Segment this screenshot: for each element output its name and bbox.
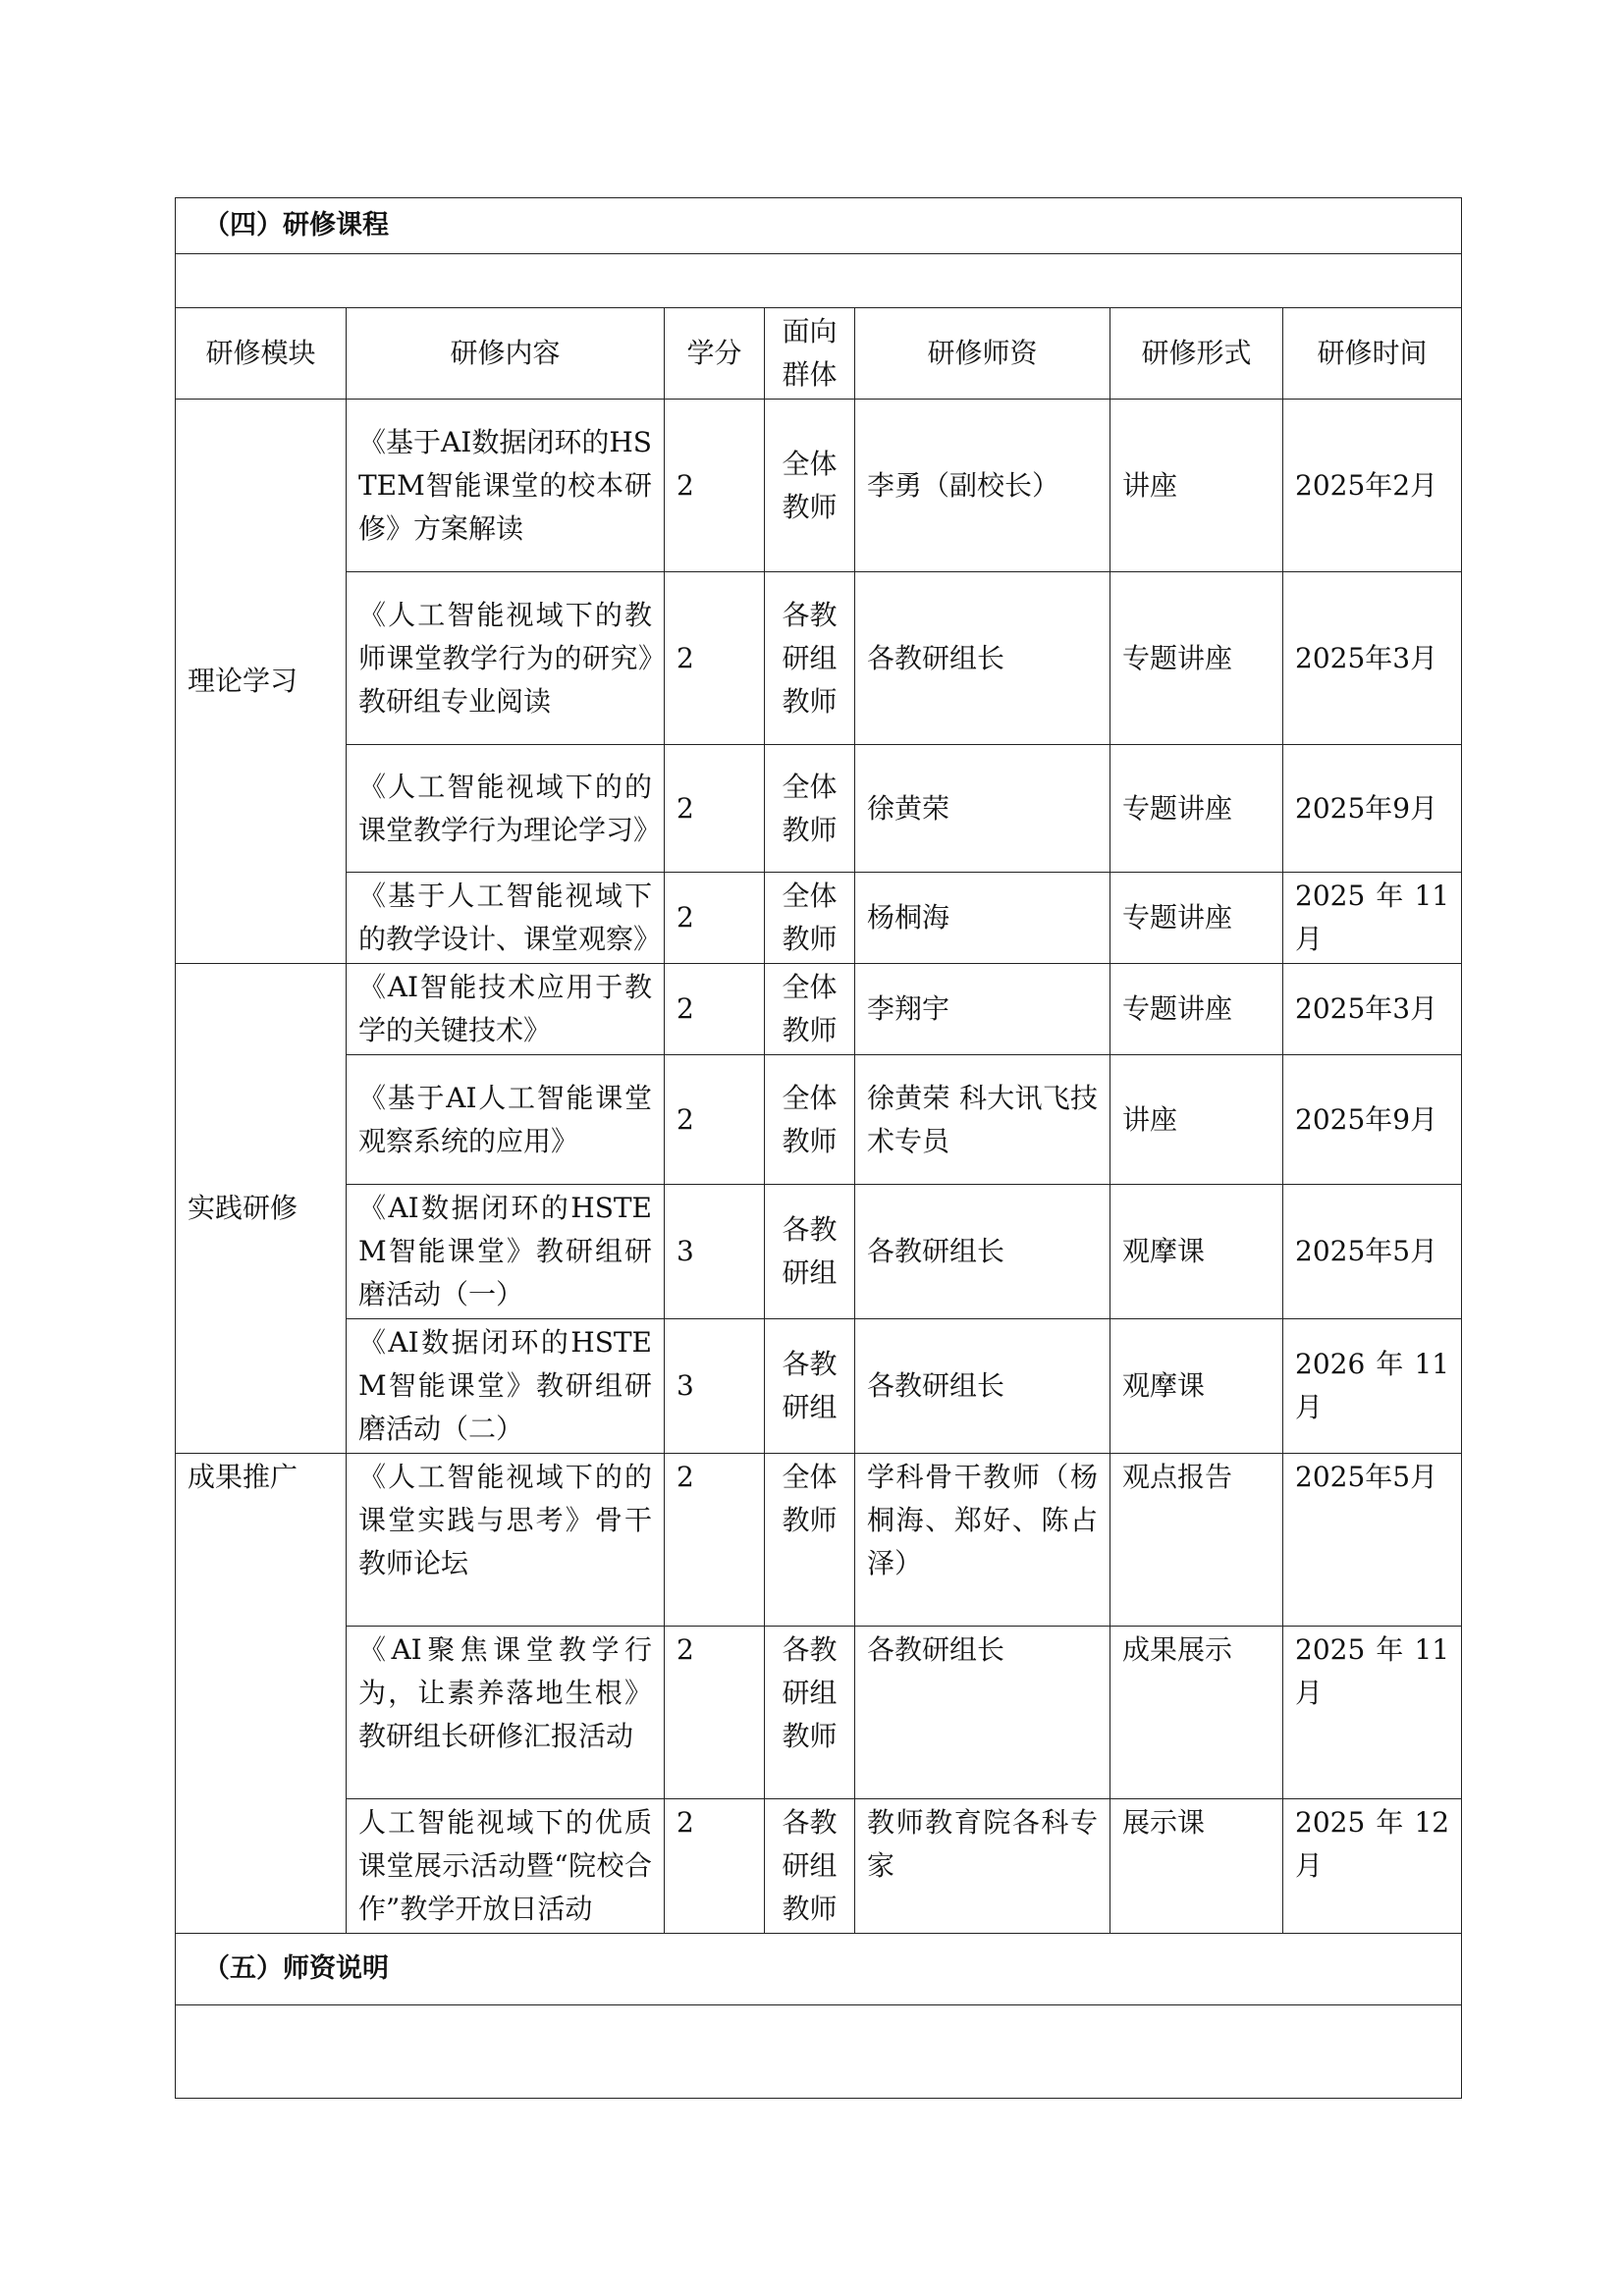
module-name-cell: 理论学习 bbox=[176, 400, 347, 964]
column-header-time: 研修时间 bbox=[1283, 308, 1462, 400]
group-cell: 全体教师 bbox=[765, 400, 855, 572]
form-cell: 观摩课 bbox=[1110, 1185, 1283, 1319]
time-cell: 2025年9月 bbox=[1283, 745, 1462, 873]
credit-cell: 2 bbox=[665, 745, 765, 873]
credit-cell: 2 bbox=[665, 400, 765, 572]
content-cell: 《基于AI数据闭环的HSTEM智能课堂的校本研修》方案解读 bbox=[347, 400, 665, 572]
group-cell: 全体教师 bbox=[765, 873, 855, 964]
group-cell: 各教研组教师 bbox=[765, 572, 855, 745]
credit-cell: 2 bbox=[665, 873, 765, 964]
content-cell: 《人工智能视域下的教师课堂教学行为的研究》教研组专业阅读 bbox=[347, 572, 665, 745]
form-cell: 讲座 bbox=[1110, 400, 1283, 572]
time-cell: 2025年11月 bbox=[1283, 873, 1462, 964]
credit-cell: 2 bbox=[665, 964, 765, 1055]
group-cell: 全体教师 bbox=[765, 964, 855, 1055]
credit-cell: 3 bbox=[665, 1319, 765, 1454]
time-cell: 2025年2月 bbox=[1283, 400, 1462, 572]
group-cell: 全体教师 bbox=[765, 745, 855, 873]
form-cell: 专题讲座 bbox=[1110, 572, 1283, 745]
teacher-cell: 各教研组长 bbox=[855, 572, 1110, 745]
teacher-cell: 各教研组长 bbox=[855, 1319, 1110, 1454]
table-row bbox=[176, 1454, 1462, 1627]
time-cell: 2025年11月 bbox=[1283, 1627, 1462, 1799]
teacher-cell: 徐黄荣 科大讯飞技术专员 bbox=[855, 1055, 1110, 1185]
form-cell: 成果展示 bbox=[1110, 1627, 1283, 1799]
content-cell: 《基于AI人工智能课堂观察系统的应用》 bbox=[347, 1055, 665, 1185]
empty-row bbox=[176, 2005, 1462, 2099]
document-page bbox=[175, 197, 1461, 2099]
time-cell: 2025年5月 bbox=[1283, 1454, 1462, 1627]
form-cell: 讲座 bbox=[1110, 1055, 1283, 1185]
time-cell: 2025年12月 bbox=[1283, 1799, 1462, 1934]
table-row bbox=[176, 1055, 1462, 1185]
time-cell: 2025年9月 bbox=[1283, 1055, 1462, 1185]
column-header-module: 研修模块 bbox=[176, 308, 347, 400]
column-header-group: 面向群体 bbox=[765, 308, 855, 400]
time-cell: 2025年5月 bbox=[1283, 1185, 1462, 1319]
section-4-title: （四）研修课程 bbox=[176, 198, 1462, 254]
empty-row bbox=[176, 254, 1462, 308]
time-cell: 2025年3月 bbox=[1283, 572, 1462, 745]
section-5-title: （五）师资说明 bbox=[176, 1934, 1462, 2005]
column-header-form: 研修形式 bbox=[1110, 308, 1283, 400]
table-row bbox=[176, 964, 1462, 1055]
group-cell: 各教研组 bbox=[765, 1319, 855, 1454]
form-cell: 观点报告 bbox=[1110, 1454, 1283, 1627]
content-cell: 《人工智能视域下的的课堂实践与思考》骨干教师论坛 bbox=[347, 1454, 665, 1627]
credit-cell: 3 bbox=[665, 1185, 765, 1319]
teacher-cell: 李翔宇 bbox=[855, 964, 1110, 1055]
teacher-cell: 杨桐海 bbox=[855, 873, 1110, 964]
credit-cell: 2 bbox=[665, 572, 765, 745]
teacher-cell: 学科骨干教师（杨桐海、郑好、陈占泽） bbox=[855, 1454, 1110, 1627]
group-cell: 全体教师 bbox=[765, 1454, 855, 1627]
table-row bbox=[176, 572, 1462, 745]
teacher-cell: 徐黄荣 bbox=[855, 745, 1110, 873]
content-cell: 《AI数据闭环的HSTEM智能课堂》教研组研磨活动（一） bbox=[347, 1185, 665, 1319]
module-name-cell: 成果推广 bbox=[176, 1454, 347, 1934]
content-cell: 《AI数据闭环的HSTEM智能课堂》教研组研磨活动（二） bbox=[347, 1319, 665, 1454]
form-cell: 专题讲座 bbox=[1110, 873, 1283, 964]
form-cell: 观摩课 bbox=[1110, 1319, 1283, 1454]
group-cell: 全体教师 bbox=[765, 1055, 855, 1185]
table-row bbox=[176, 745, 1462, 873]
table-row bbox=[176, 873, 1462, 964]
table-row bbox=[176, 1185, 1462, 1319]
table-row bbox=[176, 1319, 1462, 1454]
content-cell: 《人工智能视域下的的课堂教学行为理论学习》 bbox=[347, 745, 665, 873]
table-row bbox=[176, 1799, 1462, 1934]
content-cell: 人工智能视域下的优质课堂展示活动暨“院校合作”教学开放日活动 bbox=[347, 1799, 665, 1934]
content-cell: 《基于人工智能视域下的教学设计、课堂观察》 bbox=[347, 873, 665, 964]
credit-cell: 2 bbox=[665, 1799, 765, 1934]
teacher-cell: 各教研组长 bbox=[855, 1185, 1110, 1319]
table-header-row bbox=[176, 308, 1462, 400]
table-row bbox=[176, 400, 1462, 572]
column-header-teacher: 研修师资 bbox=[855, 308, 1110, 400]
form-cell: 展示课 bbox=[1110, 1799, 1283, 1934]
group-cell: 各教研组教师 bbox=[765, 1799, 855, 1934]
content-cell: 《AI聚焦课堂教学行为，让素养落地生根》教研组长研修汇报活动 bbox=[347, 1627, 665, 1799]
content-cell: 《AI智能技术应用于教学的关键技术》 bbox=[347, 964, 665, 1055]
form-cell: 专题讲座 bbox=[1110, 964, 1283, 1055]
time-cell: 2025年3月 bbox=[1283, 964, 1462, 1055]
module-name-cell: 实践研修 bbox=[176, 964, 347, 1454]
column-header-content: 研修内容 bbox=[347, 308, 665, 400]
column-header-credit: 学分 bbox=[665, 308, 765, 400]
group-cell: 各教研组 bbox=[765, 1185, 855, 1319]
table-row bbox=[176, 1627, 1462, 1799]
course-table bbox=[175, 197, 1462, 2099]
teacher-cell: 李勇（副校长） bbox=[855, 400, 1110, 572]
form-cell: 专题讲座 bbox=[1110, 745, 1283, 873]
credit-cell: 2 bbox=[665, 1454, 765, 1627]
time-cell: 2026年11月 bbox=[1283, 1319, 1462, 1454]
group-cell: 各教研组教师 bbox=[765, 1627, 855, 1799]
credit-cell: 2 bbox=[665, 1627, 765, 1799]
teacher-cell: 各教研组长 bbox=[855, 1627, 1110, 1799]
teacher-cell: 教师教育院各科专家 bbox=[855, 1799, 1110, 1934]
credit-cell: 2 bbox=[665, 1055, 765, 1185]
